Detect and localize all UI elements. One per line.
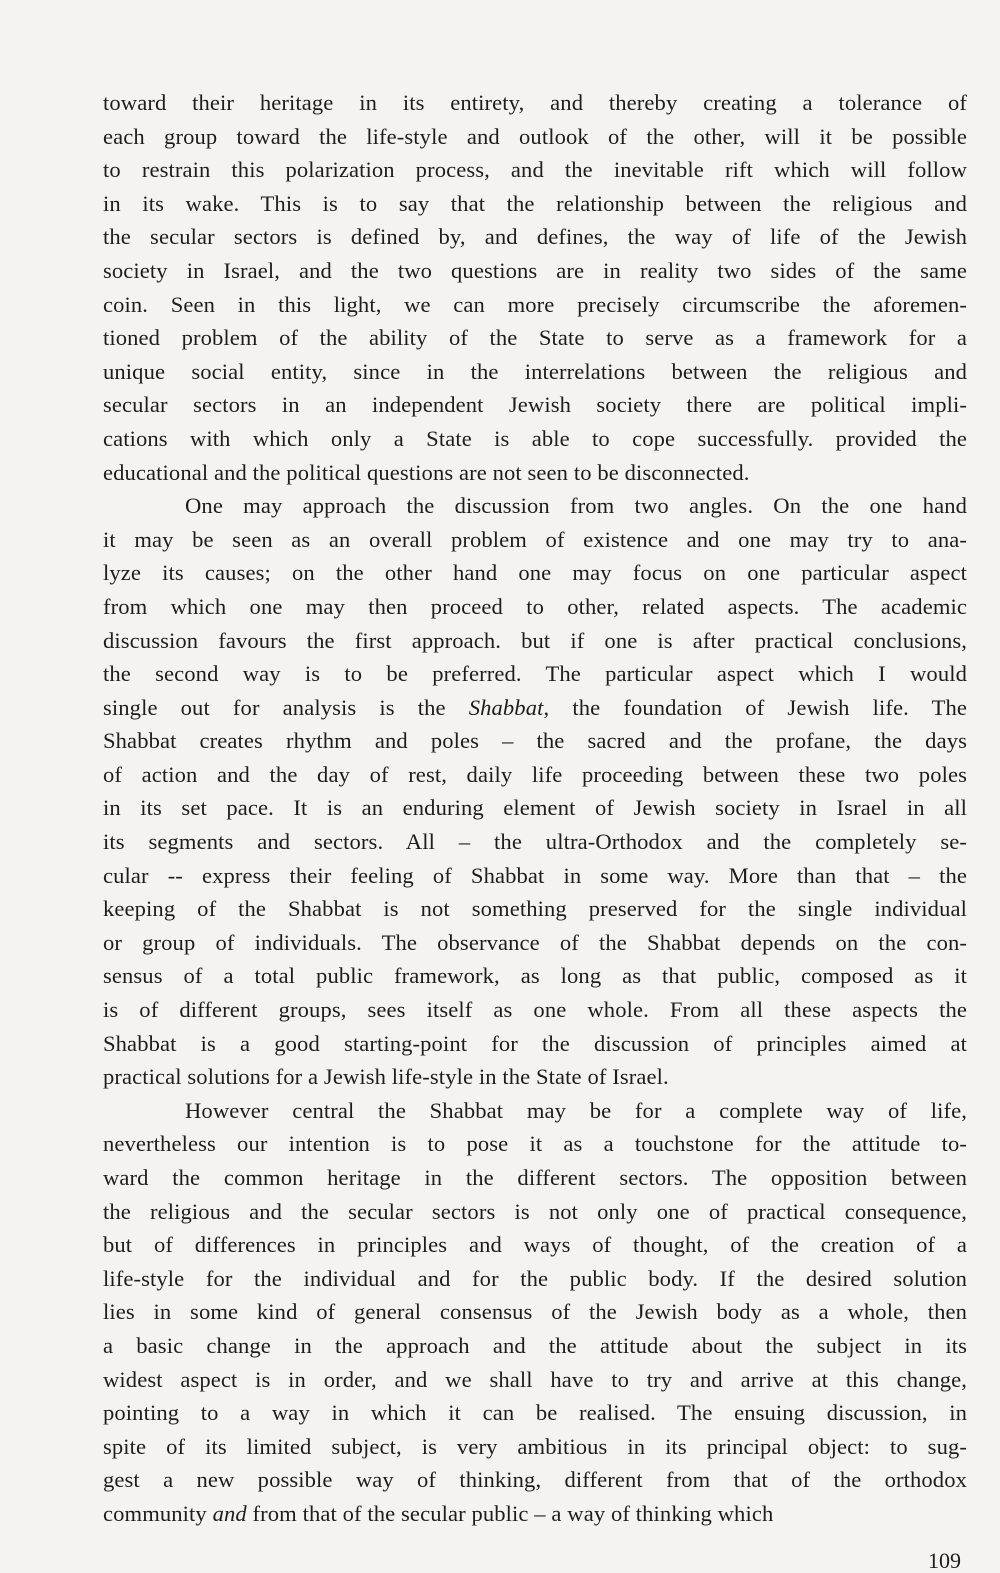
text-run: is of different groups, sees itself as one whole. From all these aspects the	[103, 997, 967, 1023]
text-line	[103, 1127, 967, 1161]
text-run: Shabbat creates rhythm and poles – the sacred and the profane, the days	[103, 728, 967, 754]
text-run: a basic change in the approach and the attitude about the subject in its	[103, 1332, 967, 1358]
text-run: practical solutions for a Jewish life-style in the State of Israel.	[103, 1064, 669, 1090]
text-line	[103, 758, 967, 792]
text-line	[103, 1060, 967, 1094]
text-line	[103, 556, 967, 590]
text-run: discussion favours the first approach. but if one is after practical conclusions,	[103, 627, 967, 653]
text-line	[103, 1262, 967, 1296]
text-line	[103, 825, 967, 859]
text-run: single out for analysis is the	[103, 694, 469, 720]
text-line	[103, 1228, 967, 1262]
text-line	[103, 388, 967, 422]
text-line	[103, 859, 967, 893]
text-run: spite of its limited subject, is very ambitious in its principal object: to sug-	[103, 1433, 967, 1459]
text-run: to restrain this polarization process, and the inevitable rift which will follow	[103, 157, 967, 183]
text-line	[103, 489, 967, 523]
text-line	[103, 892, 967, 926]
text-line	[103, 1463, 967, 1497]
text-line	[103, 926, 967, 960]
text-line	[103, 86, 967, 120]
text-run: educational and the political questions are not seen to be disconnected.	[103, 459, 750, 485]
text-line	[103, 1396, 967, 1430]
text-line	[103, 590, 967, 624]
text-line	[103, 657, 967, 691]
text-line	[103, 1430, 967, 1464]
text-line	[103, 456, 967, 490]
text-run: lies in some kind of general consensus of the Jewish body as a whole, then	[103, 1299, 967, 1325]
text-line	[103, 153, 967, 187]
text-run: widest aspect is in order, and we shall have to try and arrive at this change,	[103, 1366, 967, 1392]
text-run: cations with which only a State is able to cope successfully. provided the	[103, 425, 967, 451]
text-run: each group toward the life-style and outlook of the other, will it be possible	[103, 123, 967, 149]
text-run: , the foundation of Jewish life. The	[543, 694, 967, 720]
text-run: its segments and sectors. All – the ultra-Orthodox and the completely se-	[103, 829, 967, 855]
text-line	[103, 691, 967, 725]
text-line	[103, 993, 967, 1027]
page-number: 109	[928, 1548, 961, 1573]
paragraph	[103, 489, 967, 1094]
text-run: from which one may then proceed to other, related aspects. The academic	[103, 593, 967, 619]
text-line	[103, 1195, 967, 1229]
text-run: However central the Shabbat may be for a complete way of life,	[185, 1097, 967, 1123]
text-run: the secular sectors is defined by, and defines, the way of life of the Jewish	[103, 224, 967, 250]
text-line	[103, 220, 967, 254]
text-line	[103, 422, 967, 456]
text-line	[103, 321, 967, 355]
text-line	[103, 724, 967, 758]
text-line	[103, 1094, 967, 1128]
text-run: cular -- express their feeling of Shabbat in some way. More than that – the	[103, 862, 967, 888]
text-run: keeping of the Shabbat is not something preserved for the single individual	[103, 896, 967, 922]
text-line	[103, 624, 967, 658]
text-run: lyze its causes; on the other hand one may focus on one particular aspect	[103, 560, 967, 586]
text-run: in its wake. This is to say that the relationship between the religious and	[103, 190, 967, 216]
text-line	[103, 959, 967, 993]
text-run: toward their heritage in its entirety, and thereby creating a tolerance of	[103, 90, 967, 115]
text-run: community	[103, 1500, 213, 1526]
text-line	[103, 1497, 967, 1531]
page-body	[103, 86, 967, 1531]
text-line	[103, 1329, 967, 1363]
text-run: nevertheless our intention is to pose it as a touchstone for the attitude to-	[103, 1131, 967, 1157]
paragraph	[103, 86, 967, 489]
text-line	[103, 254, 967, 288]
text-run: unique social entity, since in the interrelations between the religious and	[103, 358, 967, 384]
text-run: in its set pace. It is an enduring element of Jewish society in Israel in all	[103, 795, 967, 821]
text-line	[103, 1027, 967, 1061]
text-run: gest a new possible way of thinking, different from that of the orthodox	[103, 1467, 967, 1493]
text-run: from that of the secular public – a way of thinking which	[246, 1500, 774, 1526]
text-run: secular sectors in an independent Jewish society there are political impli-	[103, 392, 967, 418]
text-line	[103, 523, 967, 557]
text-line	[103, 120, 967, 154]
text-run: tioned problem of the ability of the State to serve as a framework for a	[103, 325, 967, 351]
text-run: ward the common heritage in the different sectors. The opposition between	[103, 1165, 967, 1190]
emphasis-text: Shabbat	[468, 694, 544, 720]
text-run: pointing to a way in which it can be realised. The ensuing discussion, in	[103, 1400, 967, 1426]
text-run: of action and the day of rest, daily life proceeding between these two poles	[103, 761, 967, 787]
text-line	[103, 1161, 967, 1195]
text-line	[103, 1363, 967, 1397]
text-line	[103, 1295, 967, 1329]
text-line	[103, 187, 967, 221]
text-run: society in Israel, and the two questions are in reality two sides of the same	[103, 257, 967, 283]
text-run: sensus of a total public framework, as long as that public, composed as it	[103, 963, 967, 989]
text-run: the second way is to be preferred. The particular aspect which I would	[103, 661, 967, 687]
text-run: the religious and the secular sectors is not only one of practical consequence,	[103, 1198, 967, 1224]
text-run: Shabbat is a good starting-point for the discussion of principles aimed at	[103, 1030, 967, 1056]
text-run: life-style for the individual and for the public body. If the desired solution	[103, 1265, 967, 1291]
paragraph	[103, 1094, 967, 1531]
text-line	[103, 791, 967, 825]
text-run: coin. Seen in this light, we can more precisely circumscribe the aforemen-	[103, 291, 967, 317]
text-run: it may be seen as an overall problem of existence and one may try to ana-	[103, 526, 967, 552]
text-run: but of differences in principles and ways of thought, of the creation of a	[103, 1232, 967, 1258]
text-run: or group of individuals. The observance of the Shabbat depends on the con-	[103, 929, 967, 955]
text-line	[103, 288, 967, 322]
emphasis-text: and	[212, 1500, 247, 1526]
text-line	[103, 355, 967, 389]
text-run: One may approach the discussion from two angles. On the one hand	[185, 493, 967, 519]
